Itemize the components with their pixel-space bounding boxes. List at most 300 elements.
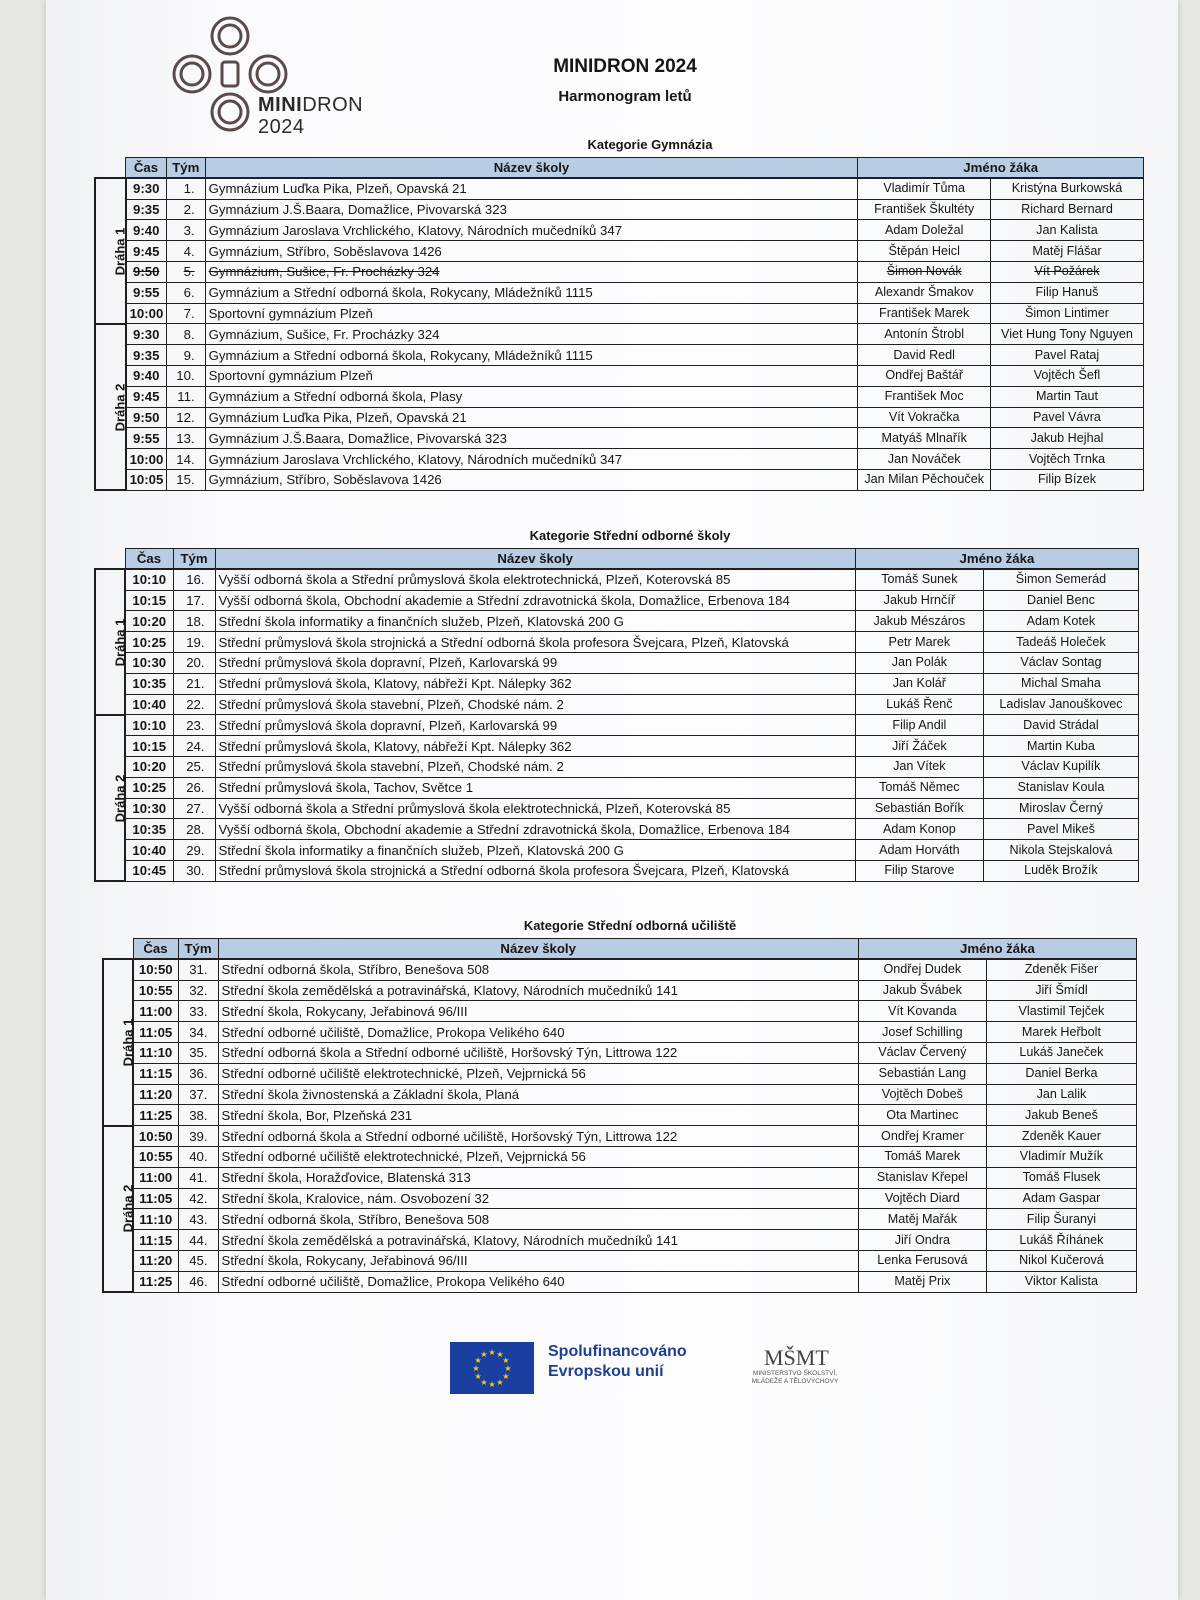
cell-student-2: Miroslav Černý xyxy=(983,798,1138,819)
cell-school: Střední průmyslová škola, Tachov, Světce 1 xyxy=(215,777,855,798)
cell-student-1: Ondřej Baštář xyxy=(858,365,991,386)
cell-team: 3. xyxy=(166,220,205,241)
eu-text-line1: Spolufinancováno xyxy=(548,1343,687,1360)
schedule-table-gymnazia xyxy=(94,157,1144,491)
cell-school: Vyšší odborná škola, Obchodní akademie a Střední zdravotnická škola, Domažlice, Erbenova 184 xyxy=(215,590,855,611)
cell-school: Střední škola informatiky a finančních služeb, Plzeň, Klatovská 200 G xyxy=(215,611,855,632)
cell-school: Střední průmyslová škola dopravní, Plzeň, Karlovarská 99 xyxy=(215,652,855,673)
eu-star: ★ xyxy=(496,1350,504,1360)
cell-time: 11:15 xyxy=(133,1063,178,1084)
category-title-sou: Kategorie Střední odborná učiliště xyxy=(523,918,737,933)
cell-school: Gymnázium, Sušice, Fr. Procházky 324 xyxy=(205,261,858,282)
cell-student-1: Adam Doležal xyxy=(858,220,991,241)
cell-student-1: Ota Martinec xyxy=(858,1105,986,1126)
cell-time: 9:55 xyxy=(126,282,167,303)
eu-star: ★ xyxy=(472,1364,480,1373)
table-row xyxy=(95,261,1144,282)
cell-student-2: Václav Sontag xyxy=(983,652,1138,673)
table-row xyxy=(103,1126,1137,1147)
cell-team: 30. xyxy=(173,860,215,881)
cell-team: 46. xyxy=(178,1271,218,1292)
msmt-caption xyxy=(730,1370,860,1386)
cell-student-1: Ondřej Kramer xyxy=(858,1126,986,1147)
table-row xyxy=(95,756,1139,777)
cell-time: 10:00 xyxy=(126,449,167,470)
table-row xyxy=(103,1063,1137,1084)
cell-time: 9:30 xyxy=(126,178,167,199)
cell-school: Gymnázium a Střední odborná škola, Rokycany, Mládežníků 1115 xyxy=(205,345,858,366)
cell-student-1: Jan Nováček xyxy=(858,449,991,470)
lane-label-text: Dráha 1 xyxy=(112,618,128,666)
cell-team: 14. xyxy=(166,449,205,470)
cell-team: 15. xyxy=(166,469,205,490)
cell-student-2: Jakub Hejhal xyxy=(990,428,1143,449)
cell-school: Střední průmyslová škola, Klatovy, nábřeží Kpt. Nálepky 362 xyxy=(215,673,855,694)
table-row xyxy=(95,241,1144,262)
cell-team: 20. xyxy=(173,652,215,673)
cell-team: 34. xyxy=(178,1022,218,1043)
cell-student-1: Jan Polák xyxy=(855,652,983,673)
cell-team: 22. xyxy=(173,694,215,715)
logo-dron: DRON xyxy=(302,94,364,116)
cell-student-2: Tadeáš Holeček xyxy=(983,632,1138,653)
table-row xyxy=(95,324,1144,345)
eu-star: ★ xyxy=(496,1377,504,1387)
cell-student-1: Matěj Mařák xyxy=(858,1209,986,1230)
cell-time: 11:10 xyxy=(133,1209,178,1230)
cell-time: 10:50 xyxy=(133,1126,178,1147)
cell-student-1: Tomáš Němec xyxy=(855,777,983,798)
cell-time: 10:30 xyxy=(125,798,173,819)
cell-school: Střední průmyslová škola, Klatovy, nábřeží Kpt. Nálepky 362 xyxy=(215,736,855,757)
cell-team: 1. xyxy=(166,178,205,199)
table-row xyxy=(95,569,1139,590)
cell-student-2: Viet Hung Tony Nguyen xyxy=(990,324,1143,345)
eu-cofinanced-text xyxy=(548,1342,687,1382)
cell-time: 11:20 xyxy=(133,1084,178,1105)
cell-time: 11:20 xyxy=(133,1250,178,1271)
cell-student-2: Pavel Rataj xyxy=(990,345,1143,366)
cell-time: 10:35 xyxy=(125,673,173,694)
cell-school: Střední odborné učiliště, Domažlice, Prokopa Velikého 640 xyxy=(218,1022,858,1043)
eu-star: ★ xyxy=(502,1372,510,1381)
cell-school: Střední odborná škola, Stříbro, Benešova 508 xyxy=(218,1209,858,1230)
cell-time: 9:35 xyxy=(126,345,167,366)
cell-school: Gymnázium, Stříbro, Soběslavova 1426 xyxy=(205,469,858,490)
cell-student-1: Adam Konop xyxy=(855,819,983,840)
eu-text-line2: Evropskou unií xyxy=(548,1363,664,1380)
table-header-row xyxy=(103,939,1137,960)
cell-time: 10:15 xyxy=(125,736,173,757)
lane-label-2 xyxy=(95,324,126,490)
cell-time: 10:45 xyxy=(125,860,173,881)
cell-school: Gymnázium Jaroslava Vrchlického, Klatovy, Národních mučedníků 347 xyxy=(205,220,858,241)
cell-time: 10:10 xyxy=(125,715,173,736)
cell-time: 10:40 xyxy=(125,694,173,715)
cell-school: Střední průmyslová škola stavební, Plzeň, Chodské nám. 2 xyxy=(215,756,855,777)
table-row xyxy=(95,407,1144,428)
table-row xyxy=(103,1230,1137,1251)
cell-team: 7. xyxy=(166,303,205,324)
cell-student-2: Vlastimil Tejček xyxy=(986,1001,1136,1022)
cell-team: 40. xyxy=(178,1146,218,1167)
cell-school: Sportovní gymnázium Plzeň xyxy=(205,303,858,324)
table-row xyxy=(95,736,1139,757)
cell-student-1: Štěpán Heicl xyxy=(858,241,991,262)
cell-student-2: Daniel Benc xyxy=(983,590,1138,611)
cell-time: 9:50 xyxy=(126,407,167,428)
cell-student-1: Alexandr Šmakov xyxy=(858,282,991,303)
cell-school: Gymnázium, Stříbro, Soběslavova 1426 xyxy=(205,241,858,262)
cell-team: 26. xyxy=(173,777,215,798)
cell-student-1: Petr Marek xyxy=(855,632,983,653)
cell-school: Střední škola, Horažďovice, Blatenská 313 xyxy=(218,1167,858,1188)
cell-student-1: František Marek xyxy=(858,303,991,324)
cell-team: 25. xyxy=(173,756,215,777)
cell-school: Střední škola zemědělská a potravinářská, Klatovy, Národních mučedníků 141 xyxy=(218,980,858,1001)
cell-team: 2. xyxy=(166,199,205,220)
table-row xyxy=(103,1001,1137,1022)
eu-star: ★ xyxy=(488,1380,496,1389)
header-blank xyxy=(95,549,125,570)
cell-time: 11:10 xyxy=(133,1042,178,1063)
cell-student-2: Tomáš Flusek xyxy=(986,1167,1136,1188)
cell-student-1: Václav Červený xyxy=(858,1042,986,1063)
cell-time: 10:20 xyxy=(125,756,173,777)
cell-time: 11:05 xyxy=(133,1188,178,1209)
logo-text xyxy=(258,94,363,138)
cell-time: 10:40 xyxy=(125,840,173,861)
cell-student-1: Tomáš Sunek xyxy=(855,569,983,590)
table-row xyxy=(95,449,1144,470)
table-row xyxy=(95,798,1139,819)
cell-school: Gymnázium J.Š.Baara, Domažlice, Pivovarská 323 xyxy=(205,428,858,449)
cell-student-1: Jakub Švábek xyxy=(858,980,986,1001)
lane-label-2 xyxy=(95,715,128,881)
cell-student-1: Matyáš Mlnařík xyxy=(858,428,991,449)
lane-label-1 xyxy=(103,959,136,1125)
table-row xyxy=(103,1188,1137,1209)
table-row xyxy=(95,428,1144,449)
cell-team: 35. xyxy=(178,1042,218,1063)
page-subtitle: Harmonogram letů xyxy=(558,88,692,105)
cell-school: Střední škola informatiky a finančních služeb, Plzeň, Klatovská 200 G xyxy=(215,840,855,861)
cell-school: Gymnázium a Střední odborná škola, Plasy xyxy=(205,386,858,407)
cell-student-1: František Moc xyxy=(858,386,991,407)
header-team: Tým xyxy=(173,549,215,570)
cell-student-1: Lenka Ferusová xyxy=(858,1250,986,1271)
cell-school: Vyšší odborná škola, Obchodní akademie a Střední zdravotnická škola, Domažlice, Erbenova 184 xyxy=(215,819,855,840)
table-row xyxy=(95,282,1144,303)
cell-student-2: Daniel Berka xyxy=(986,1063,1136,1084)
cell-student-1: Sebastián Bořík xyxy=(855,798,983,819)
header-school: Název školy xyxy=(218,939,858,960)
cell-time: 9:45 xyxy=(126,241,167,262)
cell-school: Vyšší odborná škola a Střední průmyslová škola elektrotechnická, Plzeň, Koterovská 85 xyxy=(215,798,855,819)
cell-time: 10:30 xyxy=(125,652,173,673)
table-row xyxy=(103,959,1137,980)
cell-student-1: Vít Vokračka xyxy=(858,407,991,428)
cell-student-2: Vít Požárek xyxy=(990,261,1143,282)
cell-student-2: Matěj Flášar xyxy=(990,241,1143,262)
eu-flag-icon xyxy=(450,1342,534,1394)
cell-student-1: Vojtěch Diard xyxy=(858,1188,986,1209)
cell-student-1: Jiří Ondra xyxy=(858,1230,986,1251)
header-time: Čas xyxy=(125,549,173,570)
cell-school: Střední průmyslová škola stavební, Plzeň, Chodské nám. 2 xyxy=(215,694,855,715)
table-row xyxy=(103,980,1137,1001)
cell-school: Gymnázium J.Š.Baara, Domažlice, Pivovarská 323 xyxy=(205,199,858,220)
table-row xyxy=(95,715,1139,736)
cell-school: Střední škola, Kralovice, nám. Osvobození 32 xyxy=(218,1188,858,1209)
table-row xyxy=(95,777,1139,798)
cell-time: 11:00 xyxy=(133,1001,178,1022)
cell-student-1: Jan Kolář xyxy=(855,673,983,694)
cell-student-2: Stanislav Koula xyxy=(983,777,1138,798)
table-row xyxy=(103,1042,1137,1063)
cell-time: 10:15 xyxy=(125,590,173,611)
cell-student-1: Ondřej Dudek xyxy=(858,959,986,980)
header-team: Tým xyxy=(178,939,218,960)
cell-school: Střední škola, Rokycany, Jeřabinová 96/III xyxy=(218,1001,858,1022)
cell-student-2: Ladislav Janouškovec xyxy=(983,694,1138,715)
cell-student-2: Jan Lalik xyxy=(986,1084,1136,1105)
lane-label-2 xyxy=(103,1126,136,1292)
table-row xyxy=(103,1167,1137,1188)
cell-school: Gymnázium, Sušice, Fr. Procházky 324 xyxy=(205,324,858,345)
cell-time: 10:05 xyxy=(126,469,167,490)
cell-student-2: Richard Bernard xyxy=(990,199,1143,220)
logo-mini: MINI xyxy=(258,94,303,116)
cell-school: Vyšší odborná škola a Střední průmyslová škola elektrotechnická, Plzeň, Koterovská 85 xyxy=(215,569,855,590)
lane-label-text: Dráha 1 xyxy=(112,227,128,275)
cell-team: 24. xyxy=(173,736,215,757)
cell-time: 9:50 xyxy=(126,261,167,282)
cell-student-2: Filip Šuranyi xyxy=(986,1209,1136,1230)
cell-school: Střední odborné učiliště, Domažlice, Prokopa Velikého 640 xyxy=(218,1271,858,1292)
table-row xyxy=(103,1084,1137,1105)
eu-star: ★ xyxy=(474,1372,482,1381)
cell-student-1: Jiří Žáček xyxy=(855,736,983,757)
cell-student-2: Šimon Semerád xyxy=(983,569,1138,590)
cell-team: 27. xyxy=(173,798,215,819)
cell-student-1: Jan Vítek xyxy=(855,756,983,777)
cell-student-2: Luděk Brožík xyxy=(983,860,1138,881)
cell-student-2: Pavel Vávra xyxy=(990,407,1143,428)
cell-student-2: Nikol Kučerová xyxy=(986,1250,1136,1271)
header-blank xyxy=(103,939,133,960)
cell-student-1: Sebastián Lang xyxy=(858,1063,986,1084)
cell-student-1: Antonín Štrobl xyxy=(858,324,991,345)
table-row xyxy=(95,469,1144,490)
cell-team: 13. xyxy=(166,428,205,449)
lane-label-1 xyxy=(95,178,126,324)
cell-student-1: Adam Horváth xyxy=(855,840,983,861)
table-row xyxy=(95,632,1139,653)
cell-student-1: Vojtěch Dobeš xyxy=(858,1084,986,1105)
cell-student-1: Matěj Prix xyxy=(858,1271,986,1292)
header-student: Jméno žáka xyxy=(855,549,1138,570)
cell-team: 43. xyxy=(178,1209,218,1230)
cell-time: 11:25 xyxy=(133,1271,178,1292)
cell-team: 5. xyxy=(166,261,205,282)
cell-school: Gymnázium Luďka Pika, Plzeň, Opavská 21 xyxy=(205,178,858,199)
cell-time: 11:05 xyxy=(133,1022,178,1043)
table-row xyxy=(103,1022,1137,1043)
eu-star: ★ xyxy=(480,1377,488,1387)
page-title: MINIDRON 2024 xyxy=(553,56,697,77)
cell-team: 4. xyxy=(166,241,205,262)
table-row xyxy=(95,840,1139,861)
cell-student-2: Viktor Kalista xyxy=(986,1271,1136,1292)
table-row xyxy=(95,611,1139,632)
cell-student-2: Pavel Mikeš xyxy=(983,819,1138,840)
table-row xyxy=(95,303,1144,324)
table-row xyxy=(103,1146,1137,1167)
header-time: Čas xyxy=(133,939,178,960)
cell-student-2: Šimon Lintimer xyxy=(990,303,1143,324)
cell-student-2: Jakub Beneš xyxy=(986,1105,1136,1126)
header-student: Jméno žáka xyxy=(858,158,1144,179)
cell-student-2: Jan Kalista xyxy=(990,220,1143,241)
cell-student-1: Filip Starove xyxy=(855,860,983,881)
cell-time: 10:25 xyxy=(125,777,173,798)
msmt-logo-letters: MŠMT xyxy=(764,1345,829,1370)
cell-time: 10:20 xyxy=(125,611,173,632)
table-row xyxy=(95,652,1139,673)
cell-school: Střední odborná škola, Stříbro, Benešova 508 xyxy=(218,959,858,980)
cell-time: 9:40 xyxy=(126,365,167,386)
cell-time: 9:45 xyxy=(126,386,167,407)
table-header-row xyxy=(95,158,1144,179)
eu-star: ★ xyxy=(480,1350,488,1360)
cell-time: 9:55 xyxy=(126,428,167,449)
cell-student-2: Lukáš Říhánek xyxy=(986,1230,1136,1251)
cell-team: 8. xyxy=(166,324,205,345)
cell-school: Střední odborné učiliště elektrotechnické, Plzeň, Vejprnická 56 xyxy=(218,1146,858,1167)
table-row xyxy=(95,199,1144,220)
cell-student-2: Vojtěch Trnka xyxy=(990,449,1143,470)
header-time: Čas xyxy=(126,158,167,179)
cell-team: 6. xyxy=(166,282,205,303)
cell-school: Střední průmyslová škola strojnická a Střední odborná škola profesora Švejcara, Plzeň, Klatovská xyxy=(215,860,855,881)
cell-school: Střední škola živnostenská a Základní škola, Planá xyxy=(218,1084,858,1105)
cell-time: 10:25 xyxy=(125,632,173,653)
eu-star: ★ xyxy=(502,1356,510,1365)
cell-student-2: Kristýna Burkowská xyxy=(990,178,1143,199)
cell-team: 12. xyxy=(166,407,205,428)
table-row xyxy=(95,365,1144,386)
cell-school: Gymnázium Luďka Pika, Plzeň, Opavská 21 xyxy=(205,407,858,428)
table-row xyxy=(103,1250,1137,1271)
cell-team: 41. xyxy=(178,1167,218,1188)
cell-time: 11:00 xyxy=(133,1167,178,1188)
table-row xyxy=(95,819,1139,840)
cell-team: 19. xyxy=(173,632,215,653)
cell-student-2: Filip Hanuš xyxy=(990,282,1143,303)
logo-year: 2024 xyxy=(258,116,305,138)
cell-team: 9. xyxy=(166,345,205,366)
cell-school: Střední škola, Rokycany, Jeřabinová 96/III xyxy=(218,1250,858,1271)
cell-team: 32. xyxy=(178,980,218,1001)
cell-time: 9:30 xyxy=(126,324,167,345)
cell-student-2: Zdeněk Kauer xyxy=(986,1126,1136,1147)
header-blank xyxy=(95,158,126,179)
table-header-row xyxy=(95,549,1139,570)
cell-school: Střední škola, Bor, Plzeňská 231 xyxy=(218,1105,858,1126)
lane-label-1 xyxy=(95,569,128,715)
cell-team: 11. xyxy=(166,386,205,407)
schedule-table-sou xyxy=(102,938,1137,1293)
cell-time: 10:10 xyxy=(125,569,173,590)
cell-school: Střední průmyslová škola strojnická a Střední odborná škola profesora Švejcara, Plzeň, Klatovská xyxy=(215,632,855,653)
cell-time: 10:00 xyxy=(126,303,167,324)
cell-school: Sportovní gymnázium Plzeň xyxy=(205,365,858,386)
table-row xyxy=(95,590,1139,611)
cell-team: 21. xyxy=(173,673,215,694)
cell-student-1: Vít Kovanda xyxy=(858,1001,986,1022)
cell-time: 11:15 xyxy=(133,1230,178,1251)
cell-school: Střední průmyslová škola dopravní, Plzeň, Karlovarská 99 xyxy=(215,715,855,736)
msmt-caption-line1: MINISTERSTVO ŠKOLSTVÍ, xyxy=(752,1370,838,1377)
cell-student-1: Jakub Hrnčíř xyxy=(855,590,983,611)
cell-team: 37. xyxy=(178,1084,218,1105)
cell-student-2: Martin Kuba xyxy=(983,736,1138,757)
cell-student-2: Vladimír Mužík xyxy=(986,1146,1136,1167)
header-student: Jméno žáka xyxy=(858,939,1136,960)
header-school: Název školy xyxy=(215,549,855,570)
cell-student-2: Nikola Stejskalová xyxy=(983,840,1138,861)
cell-student-2: Zdeněk Fišer xyxy=(986,959,1136,980)
cell-student-1: Filip Andil xyxy=(855,715,983,736)
table-row xyxy=(95,386,1144,407)
cell-student-2: Marek Heřbolt xyxy=(986,1022,1136,1043)
cell-time: 10:55 xyxy=(133,980,178,1001)
table-row xyxy=(103,1209,1137,1230)
cell-student-1: František Škultéty xyxy=(858,199,991,220)
cell-time: 11:25 xyxy=(133,1105,178,1126)
cell-school: Střední škola zemědělská a potravinářská, Klatovy, Národních mučedníků 141 xyxy=(218,1230,858,1251)
header-school: Název školy xyxy=(205,158,858,179)
cell-student-2: Filip Bízek xyxy=(990,469,1143,490)
cell-student-2: Adam Kotek xyxy=(983,611,1138,632)
cell-student-2: Václav Kupilík xyxy=(983,756,1138,777)
cell-team: 10. xyxy=(166,365,205,386)
cell-team: 42. xyxy=(178,1188,218,1209)
cell-time: 10:55 xyxy=(133,1146,178,1167)
table-row xyxy=(95,673,1139,694)
cell-team: 23. xyxy=(173,715,215,736)
category-title-sos: Kategorie Střední odborné školy xyxy=(529,528,731,543)
cell-student-1: Vladimír Tůma xyxy=(858,178,991,199)
cell-time: 9:35 xyxy=(126,199,167,220)
category-title-gymnazia: Kategorie Gymnázia xyxy=(587,137,713,152)
table-row xyxy=(95,345,1144,366)
cell-time: 9:40 xyxy=(126,220,167,241)
cell-school: Střední odborná škola a Střední odborné učiliště, Horšovský Týn, Littrowa 122 xyxy=(218,1042,858,1063)
cell-student-1: Šimon Novák xyxy=(858,261,991,282)
table-row xyxy=(103,1105,1137,1126)
cell-time: 10:50 xyxy=(133,959,178,980)
cell-student-2: Jiří Šmídl xyxy=(986,980,1136,1001)
cell-team: 33. xyxy=(178,1001,218,1022)
cell-student-1: Stanislav Křepel xyxy=(858,1167,986,1188)
lane-label-text: Dráha 2 xyxy=(112,383,128,431)
table-row xyxy=(95,178,1144,199)
lane-label-text: Dráha 2 xyxy=(112,774,128,822)
cell-team: 31. xyxy=(178,959,218,980)
cell-student-2: Adam Gaspar xyxy=(986,1188,1136,1209)
